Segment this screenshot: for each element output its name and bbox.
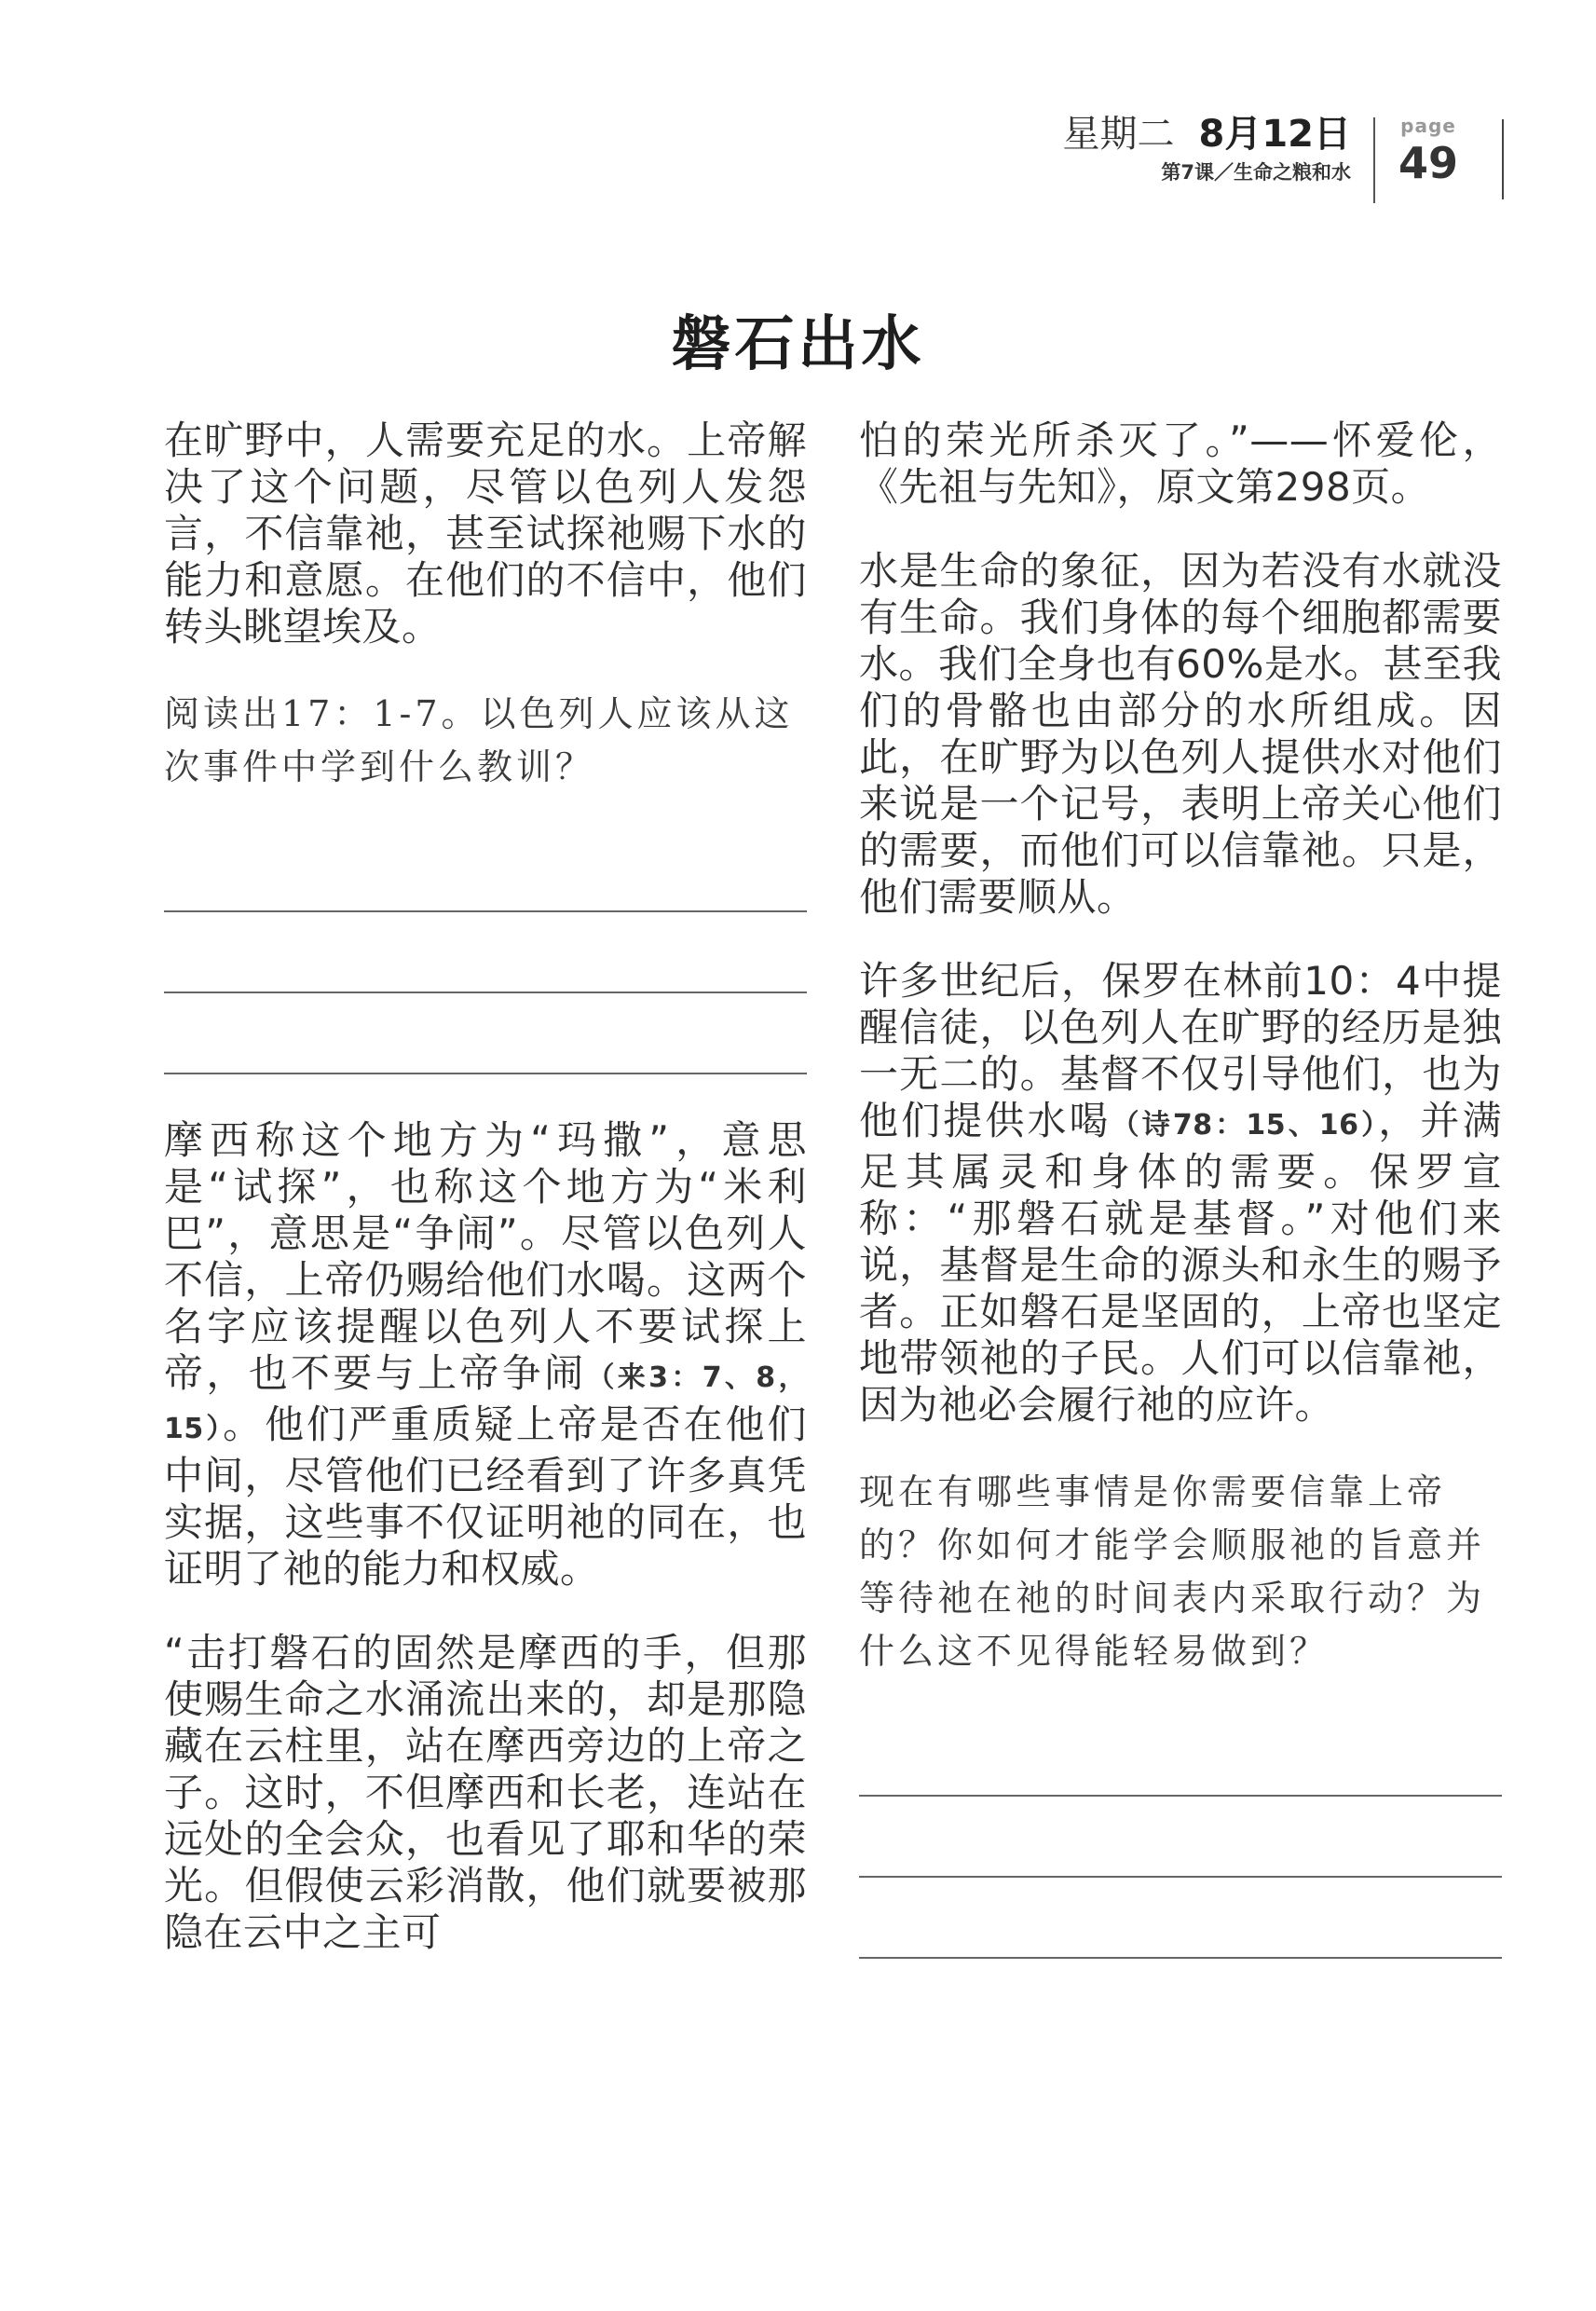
header-date-line [1006,110,1351,158]
header-lesson: 第7课／生命之粮和水 [1161,161,1351,184]
right-column [859,417,1502,2002]
intro-paragraph: 在旷野中，人需要充足的水。上帝解决了这个问题，尽管以色列人发怨言，不信靠祂，甚至试探祂赐下水的能力和意愿。在他们的不信中，他们转头眺望埃及。 [164,417,807,650]
page-title: 磐石出水 [671,309,925,379]
paragraph-text: 许多世纪后，保罗在林前10：4中提醒信徒，以色列人在旷野的经历是独一无二的。基督不仅引导他们，也为他们提供水喝 [859,958,1502,1143]
answer-area-1[interactable] [164,820,807,1074]
answer-area-2[interactable] [859,1704,1502,1959]
answer-line[interactable] [859,1716,1502,1797]
header-date: 8月12日 [1198,113,1351,156]
quote-continuation: 怕的荣光所杀灭了。”——怀爱伦，《先祖与先知》，原文第298页。 [859,417,1502,510]
header-edge-rule [1502,119,1504,199]
scripture-reference: （诗78：15、16） [1111,1109,1379,1142]
question-exodus: 阅读出17：1-7。以色列人应该从这次事件中学到什么教训？ [164,693,794,787]
left-column [164,417,807,1993]
answer-line[interactable] [859,1797,1502,1878]
massah-meribah-paragraph [164,1117,807,1593]
answer-line[interactable] [164,831,807,912]
answer-line[interactable] [164,993,807,1074]
answer-line[interactable] [164,912,807,993]
scripture-reference: （来3：7、8，15） [164,1361,807,1445]
answer-line[interactable] [859,1878,1502,1959]
header-divider [1373,117,1375,203]
paragraph-text: 。他们严重质疑上帝是否在他们中间，尽管他们已经看到了许多真凭实据，这些事不仅证明祂的同在，也证明了祂的能力和权威。 [164,1402,807,1592]
question-trust: 现在有哪些事情是你需要信靠上帝的？你如何才能学会顺服祂的旨意并等待祂在祂的时间表内采取行动？为什么这不见得能轻易做到？ [859,1471,1486,1672]
page-number: 49 [1398,138,1458,188]
header-weekday: 星期二 [1062,113,1175,156]
page-number-box [1386,116,1470,190]
quote-paragraph: “击打磐石的固然是摩西的手，但那使赐生命之水涌流出来的，却是那隐藏在云柱里，站在摩西旁边的上帝之子。这时，不但摩西和长老，连站在远处的全会众，也看见了耶和华的荣光。但假使云彩消散，他们就要被那隐在云中之主可 [164,1630,807,1955]
water-symbol-paragraph: 水是生命的象征，因为若没有水就没有生命。我们身体的每个细胞都需要水。我们全身也有60%是水。甚至我们的骨骼也由部分的水所组成。因此，在旷野为以色列人提供水对他们来说是一个记号，表明上帝关心他们的需要，而他们可以信靠祂。只是，他们需要顺从。 [859,548,1502,920]
paragraph-text: ，并满足其属灵和身体的需要。保罗宣称：“那磐石就是基督。”对他们来说，基督是生命的源头和永生的赐予者。正如磐石是坚固的，上帝也坚定地带领祂的子民。人们可以信靠祂，因为祂必会履行祂的应许。 [859,1098,1502,1428]
page-label: page [1400,115,1456,137]
page-header [1006,110,1351,203]
paul-paragraph [859,958,1502,1429]
paragraph-text: 摩西称这个地方为“玛撒”，意思是“试探”，也称这个地方为“米利巴”，意思是“争闹”。尽管以色列人不信，上帝仍赐给他们水喝。这两个名字应该提醒以色列人不要试探上帝，也不要与上帝争闹 [164,1117,807,1396]
